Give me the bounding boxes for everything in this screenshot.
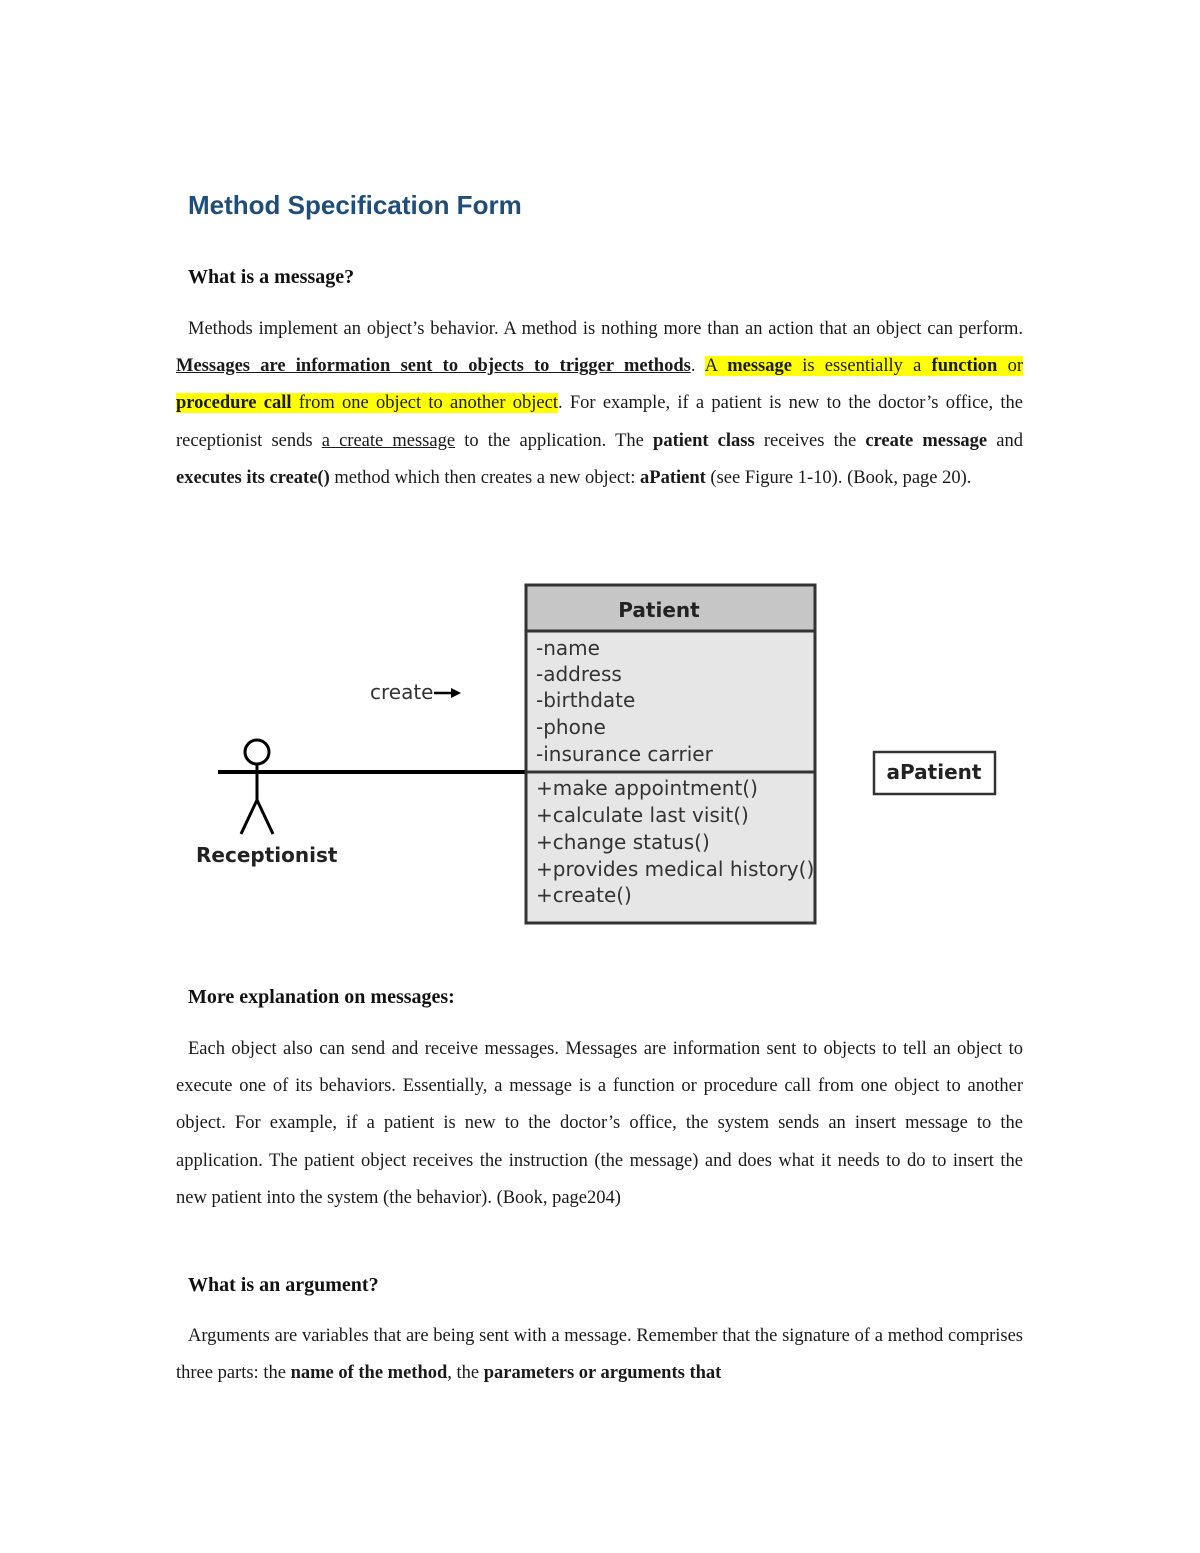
page-title: Method Specification Form — [188, 190, 522, 220]
class-attribute: -phone — [536, 715, 606, 739]
actor-head — [245, 740, 269, 764]
actor-label: Receptionist — [196, 843, 338, 867]
class-method: +calculate last visit() — [536, 803, 749, 827]
paragraph-message-definition: Methods implement an object’s behavior. A method is nothing more than an action that an object can perform. Messages are information sent to objects to trigger methods. A message is essentially a function or procedure call from one object to another object. For example, if a patient is new to the doctor’s office, the receptionist sends a create message to the application. The patient class receives the create message and executes its create() method which then creates a new object: aPatient (see Figure 1-10). (Book, page 20). — [176, 319, 1024, 488]
message-label: create — [370, 680, 434, 704]
heading-what-is-message: What is a message? — [188, 266, 355, 288]
message-arrow-icon — [451, 688, 461, 698]
actor-right-leg — [257, 800, 273, 834]
class-attribute: -address — [536, 662, 622, 686]
class-attribute: -birthdate — [536, 688, 636, 712]
highlight-message-definition: A message is essentially a function or procedure call from one object to another object — [176, 356, 1023, 414]
heading-more-explanation: More explanation on messages: — [188, 986, 455, 1008]
class-method: +change status() — [536, 830, 710, 854]
class-name: Patient — [618, 598, 700, 622]
class-method: +provides medical history() — [536, 857, 815, 881]
heading-what-is-argument: What is an argument? — [188, 1274, 379, 1296]
paragraph-argument: Arguments are variables that are being sent with a message. Remember that the signature of a method comprises three parts: the name of the method, the parameters or arguments that — [176, 1326, 1023, 1384]
paragraph-more-explanation: Each object also can send and receive messages. Messages are information sent to objects to tell an object to execute one of its behaviors. Essentially, a message is a function or procedure call from one object to another object. For example, if a patient is new to the doctor’s office, the system sends an insert message to the application. The patient object receives the instruction (the message) and does what it needs to do to insert the new patient into the system (the behavior). (Book, page204) — [176, 1039, 1023, 1208]
class-method: +create() — [536, 883, 632, 907]
object-label: aPatient — [886, 760, 982, 784]
class-attribute: -insurance carrier — [536, 742, 713, 766]
class-method: +make appointment() — [536, 776, 758, 800]
actor-left-leg — [241, 800, 257, 834]
class-attribute: -name — [536, 636, 600, 660]
